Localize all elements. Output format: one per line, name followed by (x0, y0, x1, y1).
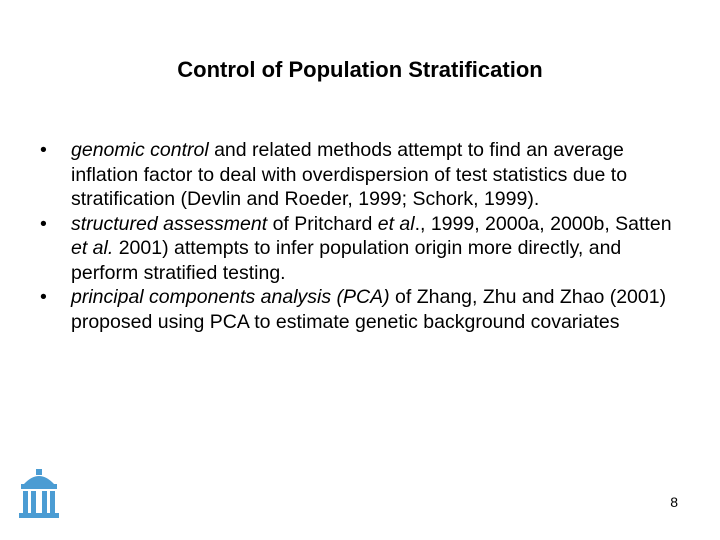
bullet-item (40, 212, 680, 286)
italic-text: et al. (71, 237, 114, 259)
bullet-marker: • (40, 139, 47, 161)
body-text: ., 1999, 2000a, 2000b, Satten (414, 212, 672, 235)
italic-text: et al (377, 212, 415, 235)
old-well-logo-icon (16, 466, 62, 522)
italic-text: principal components analysis (PCA) (71, 286, 390, 308)
bullet-marker: • (40, 212, 47, 235)
body-text: of Pritchard (267, 212, 378, 235)
body-text: 2001) attempts to infer population origin more directly, and perform stratified testing. (71, 237, 622, 284)
bullet-item (40, 285, 680, 334)
body-text: and related methods attempt to find an average inflation factor to deal with overdispersion of test statistics due to stratification (Devlin and Roeder, 1999; Schork, 1999). (71, 139, 628, 210)
bullet-marker: • (40, 286, 47, 308)
bullet-list (40, 138, 680, 334)
slide-number: 8 (670, 494, 678, 510)
italic-text: structured assessment (71, 212, 268, 235)
body-text: of Zhang, Zhu and Zhao (2001) proposed using PCA to estimate genetic background covariates (71, 286, 667, 333)
slide-title: Control of Population Stratification (177, 57, 543, 82)
bullet-item (40, 138, 680, 212)
italic-text: genomic control (71, 139, 209, 161)
